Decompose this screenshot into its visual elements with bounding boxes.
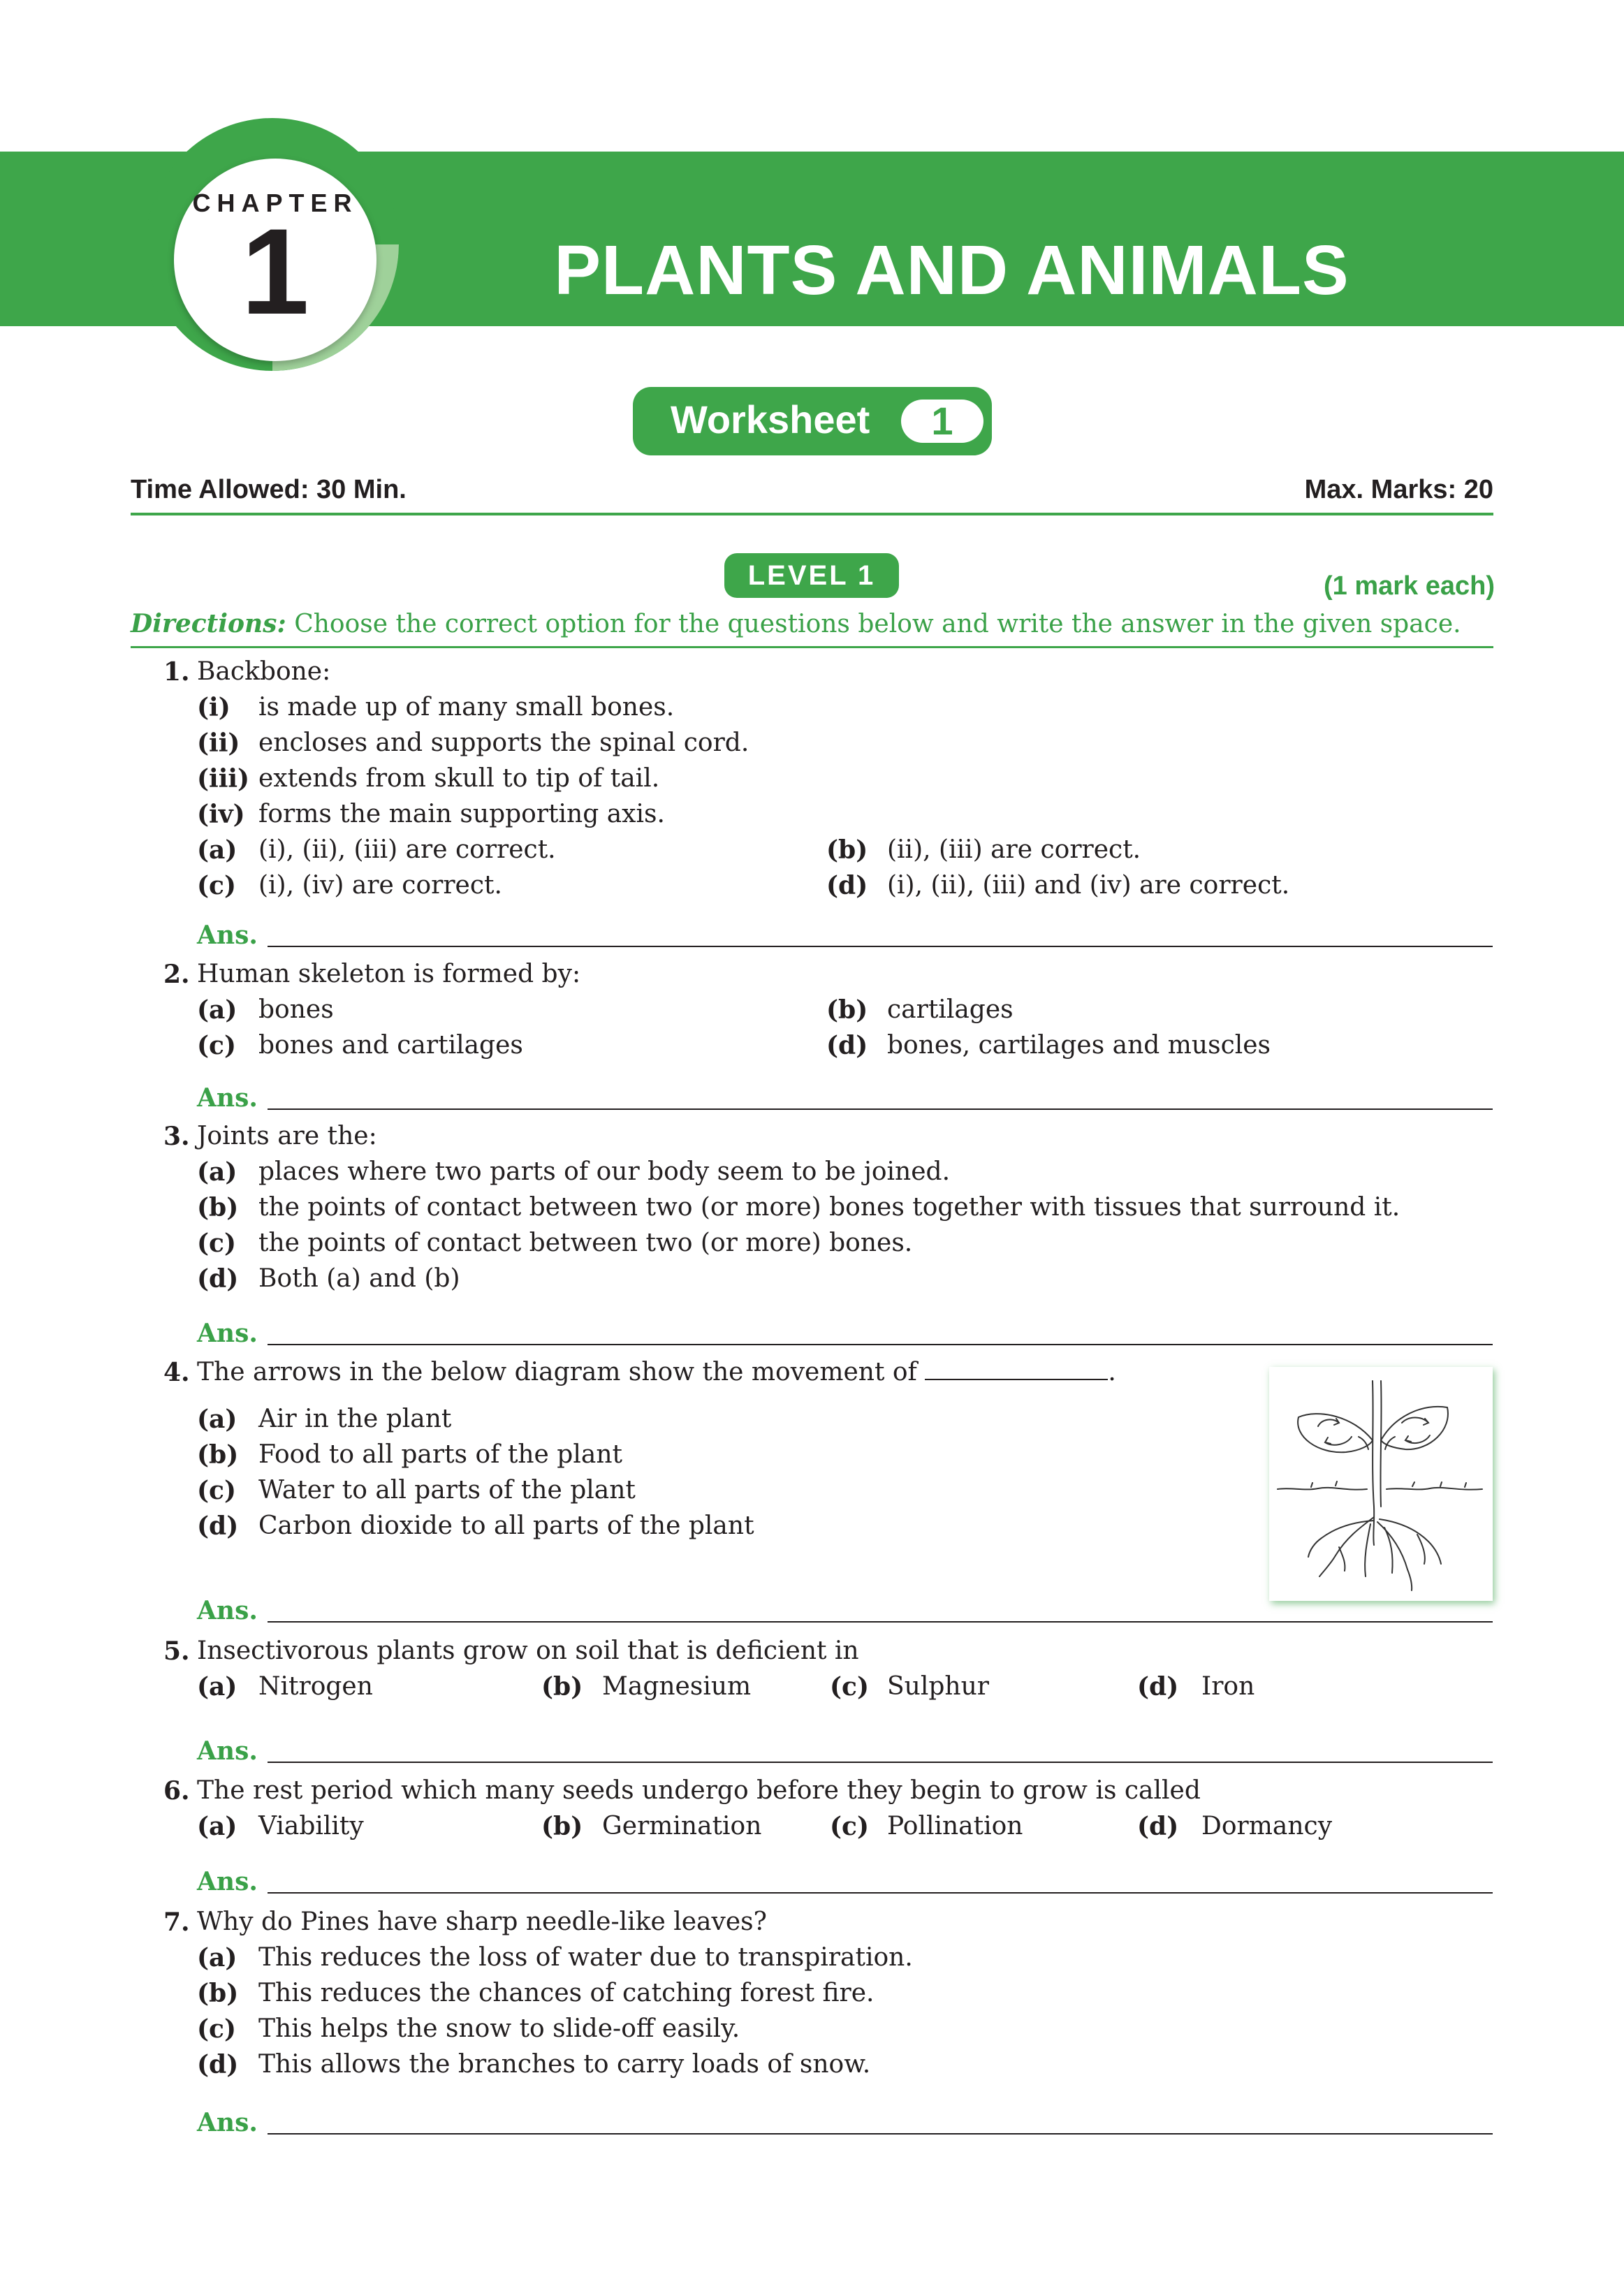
option-label: (d) xyxy=(197,1264,239,1294)
option-text: Carbon dioxide to all parts of the plant xyxy=(258,1511,754,1540)
option-text: the points of contact between two (or more) bones. xyxy=(258,1229,913,1257)
option-label: (c) xyxy=(830,1672,869,1701)
option-text: Pollination xyxy=(887,1812,1023,1840)
option-label: (d) xyxy=(826,1031,868,1060)
question-text-main: The arrows in the below diagram show the movement of xyxy=(197,1358,917,1386)
chapter-title: PLANTS AND ANIMALS xyxy=(554,231,1349,309)
option-label: (b) xyxy=(541,1812,583,1841)
option-label: (a) xyxy=(197,1812,237,1841)
option-text: This helps the snow to slide-off easily. xyxy=(258,2014,740,2043)
question-text-end: . xyxy=(1108,1358,1116,1386)
answer-label: Ans. xyxy=(197,921,258,950)
option-text: cartilages xyxy=(887,995,1014,1024)
directions-lead: Directions: xyxy=(131,609,286,638)
answer-label: Ans. xyxy=(197,1083,258,1113)
option-text: (ii), (iii) are correct. xyxy=(887,835,1141,864)
option-label: (d) xyxy=(197,1511,239,1541)
option-text: Air in the plant xyxy=(258,1405,452,1433)
answer-label: Ans. xyxy=(197,2108,258,2137)
question-number: 4. xyxy=(163,1358,190,1387)
question-number: 1. xyxy=(163,657,190,687)
option-label: (c) xyxy=(830,1812,869,1841)
option-text: This allows the branches to carry loads of snow. xyxy=(258,2050,871,2079)
answer-line[interactable] xyxy=(268,1892,1493,1894)
statement-text: extends from skull to tip of tail. xyxy=(258,764,660,793)
option-text: Iron xyxy=(1201,1672,1255,1701)
option-text: the points of contact between two (or more) bones together with tissues that surround it. xyxy=(258,1193,1400,1222)
answer-line[interactable] xyxy=(268,2133,1493,2135)
statement-label: (i) xyxy=(197,693,231,722)
option-label: (c) xyxy=(197,1031,236,1060)
question-text: Human skeleton is formed by: xyxy=(197,960,581,988)
option-text: Magnesium xyxy=(602,1672,752,1701)
option-label: (a) xyxy=(197,1672,237,1701)
level-badge: LEVEL 1 xyxy=(724,553,899,598)
answer-label: Ans. xyxy=(197,1319,258,1348)
plant-sketch-icon xyxy=(1269,1367,1493,1601)
statement-label: (ii) xyxy=(197,729,240,758)
option-label: (b) xyxy=(826,995,868,1025)
directions xyxy=(131,609,1461,638)
option-text: Germination xyxy=(602,1812,762,1840)
option-text: This reduces the chances of catching forest fire. xyxy=(258,1979,875,2007)
option-text: (i), (ii), (iii) are correct. xyxy=(258,835,556,864)
option-text: (i), (iv) are correct. xyxy=(258,871,502,900)
option-text: Viability xyxy=(258,1812,364,1840)
option-label: (a) xyxy=(197,995,237,1025)
plant-diagram xyxy=(1269,1367,1493,1601)
answer-line[interactable] xyxy=(268,1762,1493,1763)
option-label: (a) xyxy=(197,1157,237,1187)
question-text: Joints are the: xyxy=(197,1122,377,1150)
directions-text: Choose the correct option for the questions below and write the answer in the given space. xyxy=(294,610,1461,638)
answer-label: Ans. xyxy=(197,1867,258,1896)
question-text xyxy=(197,1358,1116,1386)
statement-label: (iii) xyxy=(197,764,250,793)
question-text: Backbone: xyxy=(197,657,331,686)
option-label: (d) xyxy=(1137,1812,1179,1841)
statement-label: (iv) xyxy=(197,800,245,829)
question-number: 3. xyxy=(163,1122,190,1151)
option-text: Food to all parts of the plant xyxy=(258,1440,622,1469)
answer-line[interactable] xyxy=(268,1344,1493,1345)
statement-text: forms the main supporting axis. xyxy=(258,800,665,828)
option-label: (c) xyxy=(197,871,236,900)
option-text: Dormancy xyxy=(1201,1812,1333,1840)
option-text: This reduces the loss of water due to transpiration. xyxy=(258,1943,913,1972)
option-label: (a) xyxy=(197,1943,237,1972)
question-text: Why do Pines have sharp needle-like leaves? xyxy=(197,1908,767,1936)
question-number: 6. xyxy=(163,1776,190,1806)
option-label: (d) xyxy=(826,871,868,900)
option-label: (a) xyxy=(197,1405,237,1434)
answer-line[interactable] xyxy=(268,1108,1493,1110)
option-text: bones, cartilages and muscles xyxy=(887,1031,1271,1060)
fill-blank[interactable] xyxy=(925,1378,1108,1380)
statement-text: is made up of many small bones. xyxy=(258,693,675,722)
question-text: The rest period which many seeds undergo before they begin to grow is called xyxy=(197,1776,1201,1805)
option-label: (b) xyxy=(197,1193,239,1222)
option-label: (b) xyxy=(541,1672,583,1701)
directions-divider xyxy=(131,646,1493,648)
option-text: places where two parts of our body seem to be joined. xyxy=(258,1157,951,1186)
option-label: (b) xyxy=(826,835,868,865)
option-label: (c) xyxy=(197,1229,236,1258)
option-label: (d) xyxy=(197,2050,239,2079)
question-number: 2. xyxy=(163,960,190,989)
marks-each: (1 mark each) xyxy=(1324,571,1495,601)
option-text: Water to all parts of the plant xyxy=(258,1476,636,1505)
option-label: (c) xyxy=(197,2014,236,2044)
option-label: (a) xyxy=(197,835,237,865)
max-marks: Max. Marks: 20 xyxy=(1304,475,1493,504)
answer-line[interactable] xyxy=(268,946,1493,947)
chapter-number: 1 xyxy=(241,204,309,340)
question-number: 5. xyxy=(163,1637,190,1666)
option-text: (i), (ii), (iii) and (iv) are correct. xyxy=(887,871,1290,900)
question-number: 7. xyxy=(163,1908,190,1937)
option-text: bones and cartilages xyxy=(258,1031,523,1060)
answer-line[interactable] xyxy=(268,1621,1493,1623)
option-label: (b) xyxy=(197,1979,239,2008)
question-text: Insectivorous plants grow on soil that is deficient in xyxy=(197,1637,859,1665)
option-text: Sulphur xyxy=(887,1672,989,1701)
option-text: bones xyxy=(258,995,334,1024)
answer-label: Ans. xyxy=(197,1736,258,1766)
option-text: Both (a) and (b) xyxy=(258,1264,460,1293)
option-label: (c) xyxy=(197,1476,236,1505)
option-text: Nitrogen xyxy=(258,1672,373,1701)
option-label: (b) xyxy=(197,1440,239,1470)
option-label: (d) xyxy=(1137,1672,1179,1701)
worksheet-number: 1 xyxy=(901,400,983,443)
header-divider xyxy=(131,513,1493,515)
chapter-label: CHAPTER xyxy=(192,189,358,217)
answer-label: Ans. xyxy=(197,1596,258,1625)
statement-text: encloses and supports the spinal cord. xyxy=(258,729,749,757)
time-allowed: Time Allowed: 30 Min. xyxy=(131,475,407,504)
worksheet-label: Worksheet xyxy=(671,397,870,441)
